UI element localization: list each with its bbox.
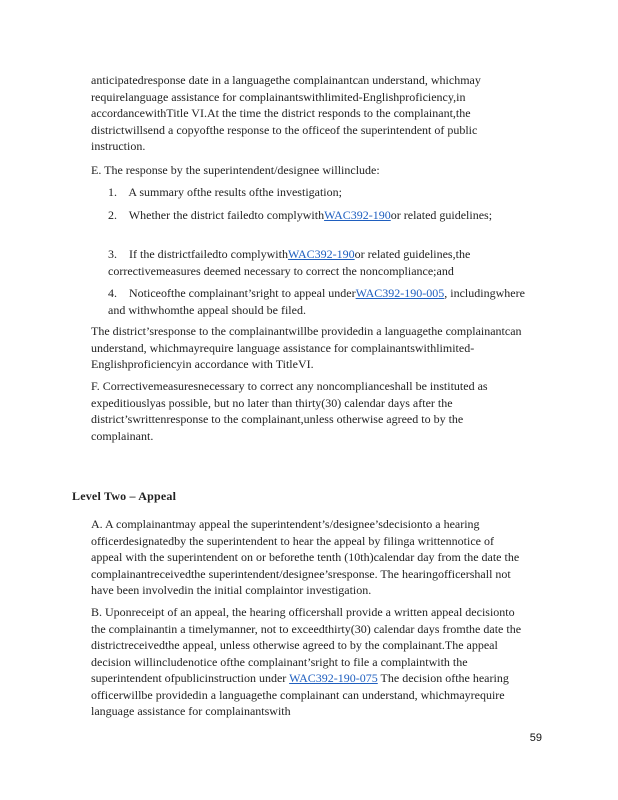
list-item-4-pre: Noticeofthe complainant’sright to appeal under bbox=[129, 286, 356, 300]
item-b bbox=[91, 604, 527, 720]
list-item-3-post: or related guidelines,the correctivemeasures deemed necessary to correct the noncompliance;and bbox=[108, 247, 471, 278]
item-b-text: B. Uponreceipt of an appeal, the hearing officershall provide a written appeal decisionto the complainantin a timelymanner, not to exceedthirty(30) calendar days fromthe date the districtreceivedthe appeal, unless otherwise agreed to by the complainant.The appeal decision willincludenotice ofthe complainant’sright to file a complaintwith the superintendent ofpublicinstruction under bbox=[91, 605, 522, 685]
list-item-4-number: 4. bbox=[108, 286, 117, 300]
list-item-3-number: 3. bbox=[108, 247, 117, 261]
list-item-2 bbox=[108, 207, 528, 224]
list-item-1 bbox=[108, 184, 528, 201]
list-item-3 bbox=[108, 246, 528, 279]
item-b-continuation: The decision ofthe hearing officerwillbe providedin a languagethe complainant can understand, whichmayrequire language assistance for complainantswith bbox=[91, 671, 509, 718]
section-heading: Level Two – Appeal bbox=[72, 489, 177, 503]
wac-link[interactable]: WAC392-190 bbox=[324, 208, 391, 222]
list-item-3-pre: If the districtfailedto complywith bbox=[129, 247, 288, 261]
wac-link[interactable]: WAC392-190 bbox=[287, 247, 355, 261]
list-item-1-text: A summary ofthe results ofthe investigation; bbox=[128, 185, 342, 199]
page-number: 59 bbox=[529, 732, 542, 744]
list-item-2-post: or related guidelines; bbox=[390, 208, 493, 222]
list-item-4 bbox=[108, 285, 528, 318]
item-a: A. A complainantmay appeal the superintendent’s/designee’sdecisionto a hearing officerdesignatedby the superintendent to hear the appeal by filinga writtennotice of appeal with the superintendent on or beforethe tenth (10th)calendar day from the date the complainantreceivedthe superintendent/designee’sresponse. The hearingofficershall not have been involvedin the initial complaintor investigation. bbox=[91, 517, 520, 597]
item-f: F. Correctivemeasuresnecessary to correct any noncomplianceshall be instituted as expeditiouslyas possible, but no later than thirty(30) calendar days after the district’swrittenresponse to the complainant,unless otherwise agreed to by the complainant. bbox=[91, 379, 488, 443]
wac-link[interactable]: WAC392-190-075 bbox=[289, 671, 378, 685]
item-e: E. The response by the superintendent/designee willinclude: bbox=[91, 163, 380, 177]
list-item-4-post: , includingwhere and withwhomthe appeal should be filed. bbox=[108, 286, 525, 317]
list-item-1-number: 1. bbox=[108, 185, 117, 199]
intro-paragraph: anticipatedresponse date in a languagethe complainantcan understand, whichmay requirelanguage assistance for complainantswithlimited-Englishproficiency,in accordancewithTitle VI.At the time the district responds to the complainant,the districtwillsend a copyofthe response to the officeof the superintendent of public instruction. bbox=[91, 73, 481, 153]
list-item-2-number: 2. bbox=[108, 208, 117, 222]
district-response-paragraph: The district’sresponse to the complainantwillbe providedin a languagethe complainantcan understand, whichmayrequire language assistance for complainantswithlimited-Englishproficiencyin accordance with TitleVI. bbox=[91, 324, 522, 371]
wac-link[interactable]: WAC392-190-005 bbox=[355, 286, 445, 300]
list-item-2-pre: Whether the district failedto complywith bbox=[128, 208, 325, 222]
